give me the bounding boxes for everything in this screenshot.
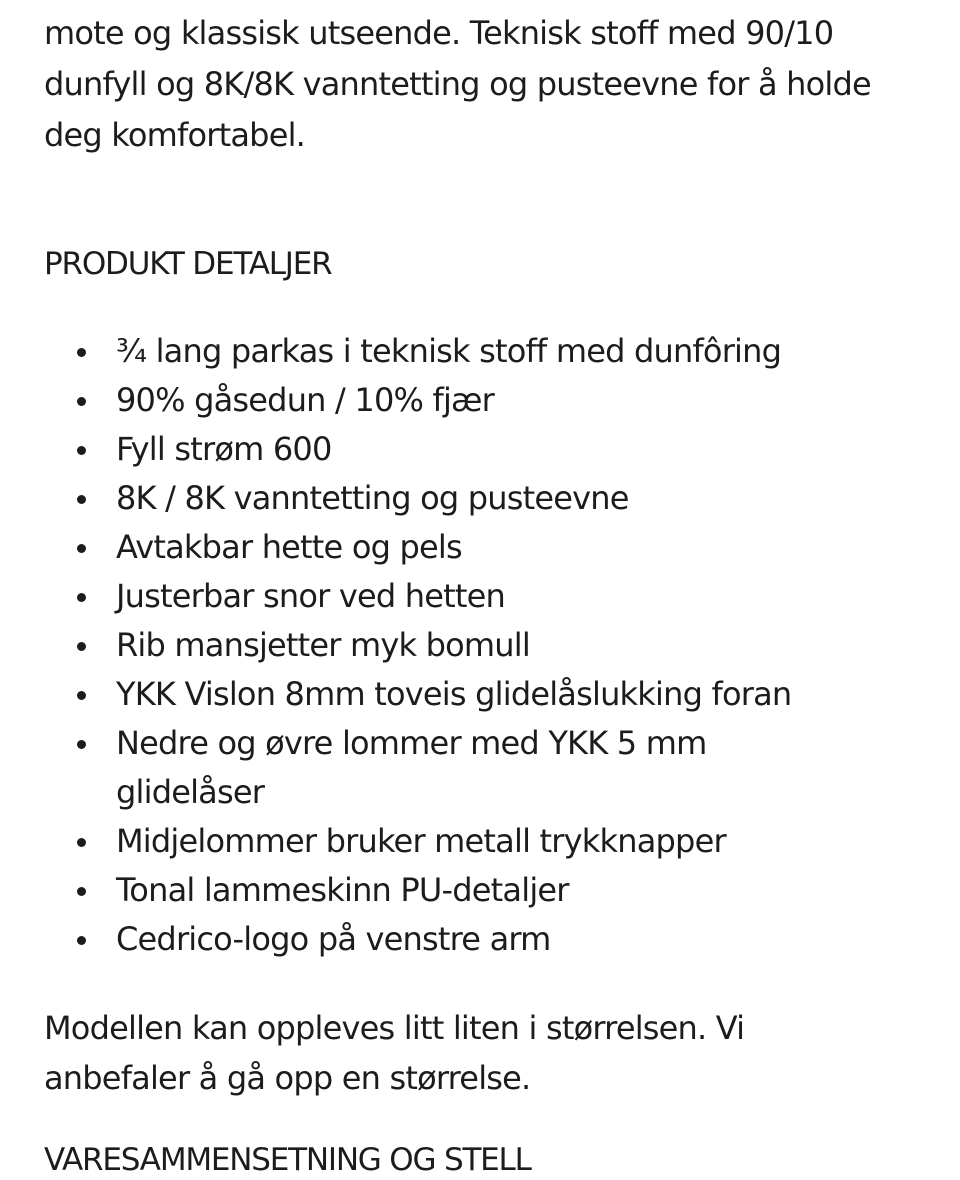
bullet-icon	[77, 446, 86, 455]
list-item-text: Justerbar snor ved hetten	[116, 577, 506, 615]
list-item	[44, 572, 924, 621]
list-item-text: Rib mansjetter myk bomull	[116, 626, 530, 664]
list-item-text: 90% gåsedun / 10% fjær	[116, 381, 495, 419]
list-item	[44, 425, 924, 474]
list-item-text: Cedrico-logo på venstre arm	[116, 920, 551, 958]
bullet-icon	[77, 544, 86, 553]
list-item-text: Midjelommer bruker metall trykknapper	[116, 822, 726, 860]
bullet-icon	[77, 642, 86, 651]
list-item-text: ¾ lang parkas i teknisk stoff med dunfôring	[116, 332, 782, 370]
list-item	[44, 817, 924, 866]
bullet-icon	[77, 397, 86, 406]
bullet-icon	[77, 348, 86, 357]
list-item	[44, 866, 924, 915]
size-note-paragraph: Modellen kan oppleves litt liten i størrelsen. Vi anbefaler å gå opp en størrelse.	[44, 1009, 745, 1097]
list-item	[44, 670, 924, 719]
list-item	[44, 719, 924, 817]
composition-care-heading: VARESAMMENSETNING OG STELL	[44, 1142, 531, 1178]
bullet-icon	[77, 495, 86, 504]
list-item	[44, 327, 924, 376]
product-details-list	[44, 327, 924, 964]
list-item	[44, 915, 924, 964]
bullet-icon	[77, 740, 86, 749]
bullet-icon	[77, 936, 86, 945]
list-item	[44, 474, 924, 523]
product-details-heading: PRODUKT DETALJER	[44, 246, 332, 282]
bullet-icon	[77, 691, 86, 700]
product-intro-paragraph: mote og klassisk utseende. Teknisk stoff med 90/10 dunfyll og 8K/8K vanntetting og pusteevne for å holde deg komfortabel.	[44, 14, 871, 154]
list-item-text: 8K / 8K vanntetting og pusteevne	[116, 479, 629, 517]
list-item-text: YKK Vislon 8mm toveis glidelåslukking foran	[116, 675, 792, 713]
list-item-text: Tonal lammeskinn PU-detaljer	[116, 871, 569, 909]
bullet-icon	[77, 887, 86, 896]
list-item	[44, 621, 924, 670]
list-item	[44, 376, 924, 425]
list-item-text: Fyll strøm 600	[116, 430, 332, 468]
bullet-icon	[77, 838, 86, 847]
list-item-text: Nedre og øvre lommer med YKK 5 mm glidelåser	[116, 724, 707, 811]
bullet-icon	[77, 593, 86, 602]
list-item	[44, 523, 924, 572]
list-item-text: Avtakbar hette og pels	[116, 528, 462, 566]
